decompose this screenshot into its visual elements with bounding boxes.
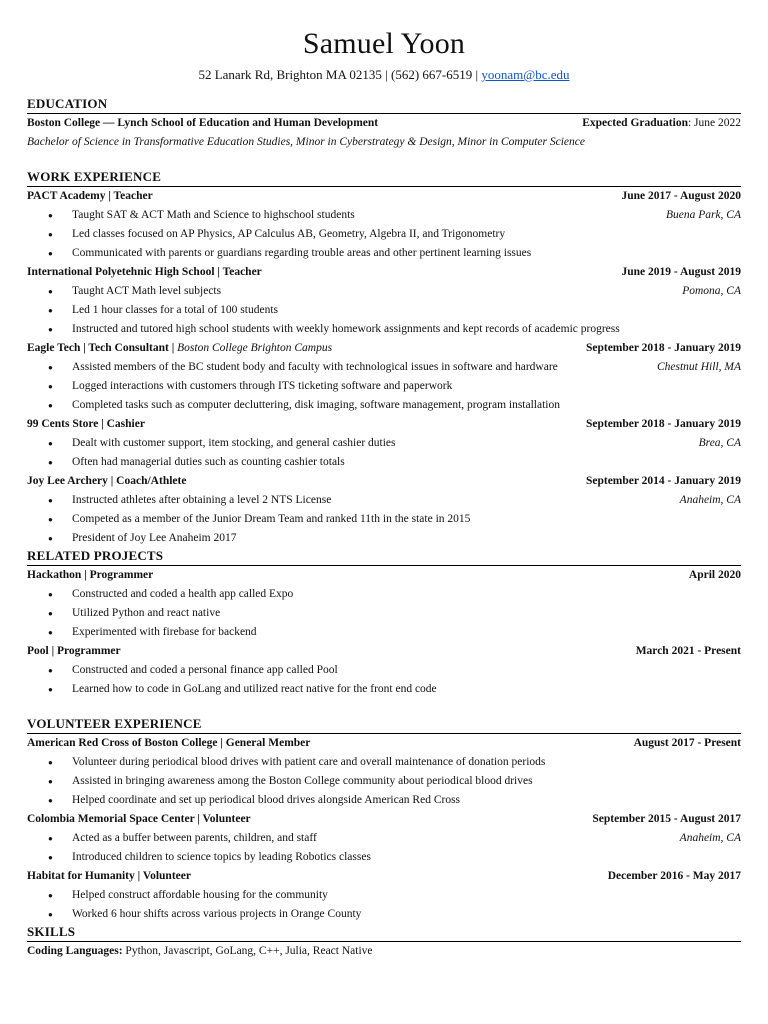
bullet-text: ● Completed tasks such as computer decluttering, disk imaging, software management, program installation [72, 399, 560, 411]
entry-header [27, 810, 741, 829]
bullet-text: ● Introduced children to science topics by leading Robotics classes [72, 851, 371, 863]
entry-header [27, 642, 741, 661]
bullet-text: ● Instructed and tutored high school students with weekly homework assignments and kept records of academic progress [72, 323, 620, 335]
entry-org: Hackathon | Programmer [27, 569, 154, 581]
entry-title [27, 187, 153, 206]
education-title: EDUCATION [27, 96, 741, 114]
entry-org: 99 Cents Store | Cashier [27, 418, 145, 430]
education-section [27, 96, 741, 152]
bullet-list [27, 829, 741, 867]
volunteer-section [27, 716, 741, 924]
bullet-text: ● Communicated with parents or guardians regarding trouble areas and other pertinent learning issues [72, 247, 532, 259]
graduation-date [582, 114, 741, 133]
entry-org: Joy Lee Archery | Coach/Athlete [27, 475, 187, 487]
entry-dates: March 2021 - Present [635, 645, 741, 657]
projects-title: RELATED PROJECTS [27, 548, 741, 566]
bullet-item [27, 206, 741, 225]
bullet-item [27, 282, 741, 301]
entry-title [27, 867, 191, 886]
skills-label: Coding Languages: [27, 945, 123, 957]
bullet-text: ● Logged interactions with customers through ITS ticketing software and paperwork [72, 380, 453, 392]
bullet-item [27, 244, 741, 263]
bullet-list [27, 206, 741, 263]
bullet-list [27, 585, 741, 642]
bullet-text: ● Volunteer during periodical blood drives with patient care and overall maintenance of donation periods [72, 756, 546, 768]
bullet-text: ● Instructed athletes after obtaining a level 2 NTS License [72, 494, 332, 506]
bullet-item [27, 377, 741, 396]
bullet-item [27, 604, 741, 623]
bullet-item [27, 848, 741, 867]
bullet-item [27, 491, 741, 510]
skills-title: SKILLS [27, 924, 741, 942]
email-link[interactable]: yoonam@bc.edu [481, 67, 570, 82]
entry-title [27, 472, 186, 491]
bullet-item [27, 623, 741, 642]
entry-dates: December 2016 - May 2017 [607, 870, 741, 882]
bullet-text: ● Helped construct affordable housing for the community [72, 889, 328, 901]
bullet-location: Buena Park, CA [665, 209, 741, 221]
bullet-text: ● Constructed and coded a personal finance app called Pool [72, 664, 338, 676]
entry-org-location: Boston College Brighton Campus [177, 342, 333, 354]
bullet-item [27, 301, 741, 320]
entry-title [27, 642, 121, 661]
entry-dates: August 2017 - Present [633, 737, 741, 749]
bullet-item [27, 510, 741, 529]
entry-header [27, 472, 741, 491]
entry-title [27, 810, 251, 829]
degree-line: Bachelor of Science in Transformative Education Studies, Minor in Cyberstrategy & Design, Minor in Computer Science [27, 136, 585, 148]
bullet-text: ● Learned how to code in GoLang and utilized react native for the front end code [72, 683, 437, 695]
bullet-item [27, 772, 741, 791]
entry-header [27, 415, 741, 434]
bullet-list [27, 434, 741, 472]
bullet-text: ● Led classes focused on AP Physics, AP Calculus AB, Geometry, Algebra II, and Trigonometry [72, 228, 506, 240]
bullet-text: ● Taught SAT & ACT Math and Science to highschool students [72, 209, 355, 221]
bullet-item [27, 453, 741, 472]
entry-dates: September 2014 - January 2019 [585, 475, 741, 487]
entry-dates: September 2015 - August 2017 [592, 813, 741, 825]
bullet-location: Anaheim, CA [679, 832, 741, 844]
education-row [27, 114, 741, 133]
bullet-text: ● Experimented with firebase for backend [72, 626, 257, 638]
bullet-location: Pomona, CA [682, 285, 741, 297]
entry-org: Habitat for Humanity | Volunteer [27, 870, 191, 882]
entry-org: American Red Cross of Boston College | General Member [27, 737, 311, 749]
entry-org: International Polyetehnic High School | Teacher [27, 266, 262, 278]
bullet-text: ● Taught ACT Math level subjects [72, 285, 222, 297]
entry-dates: June 2019 - August 2019 [621, 266, 741, 278]
projects-list [27, 566, 741, 699]
bullet-item [27, 680, 741, 699]
entry-dates: September 2018 - January 2019 [585, 342, 741, 354]
bullet-list [27, 491, 741, 548]
entry-org: Pool | Programmer [27, 645, 121, 657]
bullet-text: ● Led 1 hour classes for a total of 100 students [72, 304, 278, 316]
entry-org: Eagle Tech | Tech Consultant | [27, 342, 178, 354]
bullet-list [27, 753, 741, 810]
entry-header [27, 734, 741, 753]
contact-details: 52 Lanark Rd, Brighton MA 02135 | (562) 667-6519 | [198, 67, 482, 82]
bullet-text: ● President of Joy Lee Anaheim 2017 [72, 532, 237, 544]
skills-value: Python, Javascript, GoLang, C++, Julia, React Native [122, 945, 373, 957]
entry-dates: April 2020 [688, 569, 741, 581]
work-list [27, 187, 741, 548]
graduation-value: : June 2022 [687, 117, 741, 129]
bullet-item [27, 791, 741, 810]
entry-header [27, 187, 741, 206]
bullet-item [27, 529, 741, 548]
entry-dates: September 2018 - January 2019 [585, 418, 741, 430]
bullet-text: ● Often had managerial duties such as counting cashier totals [72, 456, 345, 468]
bullet-list [27, 282, 741, 339]
volunteer-list [27, 734, 741, 924]
bullet-item [27, 886, 741, 905]
entry-title [27, 415, 145, 434]
bullet-item [27, 320, 741, 339]
entry-org: Colombia Memorial Space Center | Volunteer [27, 813, 251, 825]
work-title: WORK EXPERIENCE [27, 169, 741, 187]
bullet-text: ● Acted as a buffer between parents, children, and staff [72, 832, 317, 844]
entry-header [27, 339, 741, 358]
bullet-item [27, 396, 741, 415]
bullet-text: ● Utilized Python and react native [72, 607, 221, 619]
bullet-item [27, 661, 741, 680]
bullet-item [27, 358, 741, 377]
skills-section [27, 924, 741, 961]
entry-title [27, 263, 262, 282]
projects-section [27, 548, 741, 699]
volunteer-title: VOLUNTEER EXPERIENCE [27, 716, 741, 734]
bullet-item [27, 225, 741, 244]
skills-line [27, 942, 741, 961]
bullet-item [27, 585, 741, 604]
bullet-location: Anaheim, CA [679, 494, 741, 506]
bullet-text: ● Helped coordinate and set up periodical blood drives alongside American Red Cross [72, 794, 461, 806]
bullet-text: ● Assisted in bringing awareness among the Boston College community about periodical blood drives [72, 775, 533, 787]
entry-header [27, 263, 741, 282]
bullet-text: ● Constructed and coded a health app called Expo [72, 588, 294, 600]
bullet-text: ● Competed as a member of the Junior Dream Team and ranked 11th in the state in 2015 [72, 513, 471, 525]
school-name: Boston College — Lynch School of Education and Human Development [27, 117, 379, 129]
bullet-item [27, 905, 741, 924]
bullet-item [27, 829, 741, 848]
resume-page [27, 0, 741, 961]
bullet-item [27, 434, 741, 453]
entry-title [27, 339, 332, 358]
work-section [27, 169, 741, 548]
entry-org: PACT Academy | Teacher [27, 190, 153, 202]
bullet-item [27, 753, 741, 772]
bullet-text: ● Dealt with customer support, item stocking, and general cashier duties [72, 437, 396, 449]
entry-title [27, 734, 310, 753]
bullet-text: ● Worked 6 hour shifts across various projects in Orange County [72, 908, 362, 920]
bullet-text: ● Assisted members of the BC student body and faculty with technological issues in software and hardware [72, 361, 558, 373]
entry-header [27, 867, 741, 886]
contact-line [27, 66, 741, 84]
bullet-location: Brea, CA [698, 437, 741, 449]
graduation-label: Expected Graduation [582, 117, 688, 129]
bullet-location: Chestnut Hill, MA [656, 361, 741, 373]
entry-header [27, 566, 741, 585]
candidate-name: Samuel Yoon [302, 27, 466, 60]
bullet-list [27, 358, 741, 415]
bullet-list [27, 661, 741, 699]
entry-title [27, 566, 153, 585]
bullet-list [27, 886, 741, 924]
entry-dates: June 2017 - August 2020 [621, 190, 741, 202]
